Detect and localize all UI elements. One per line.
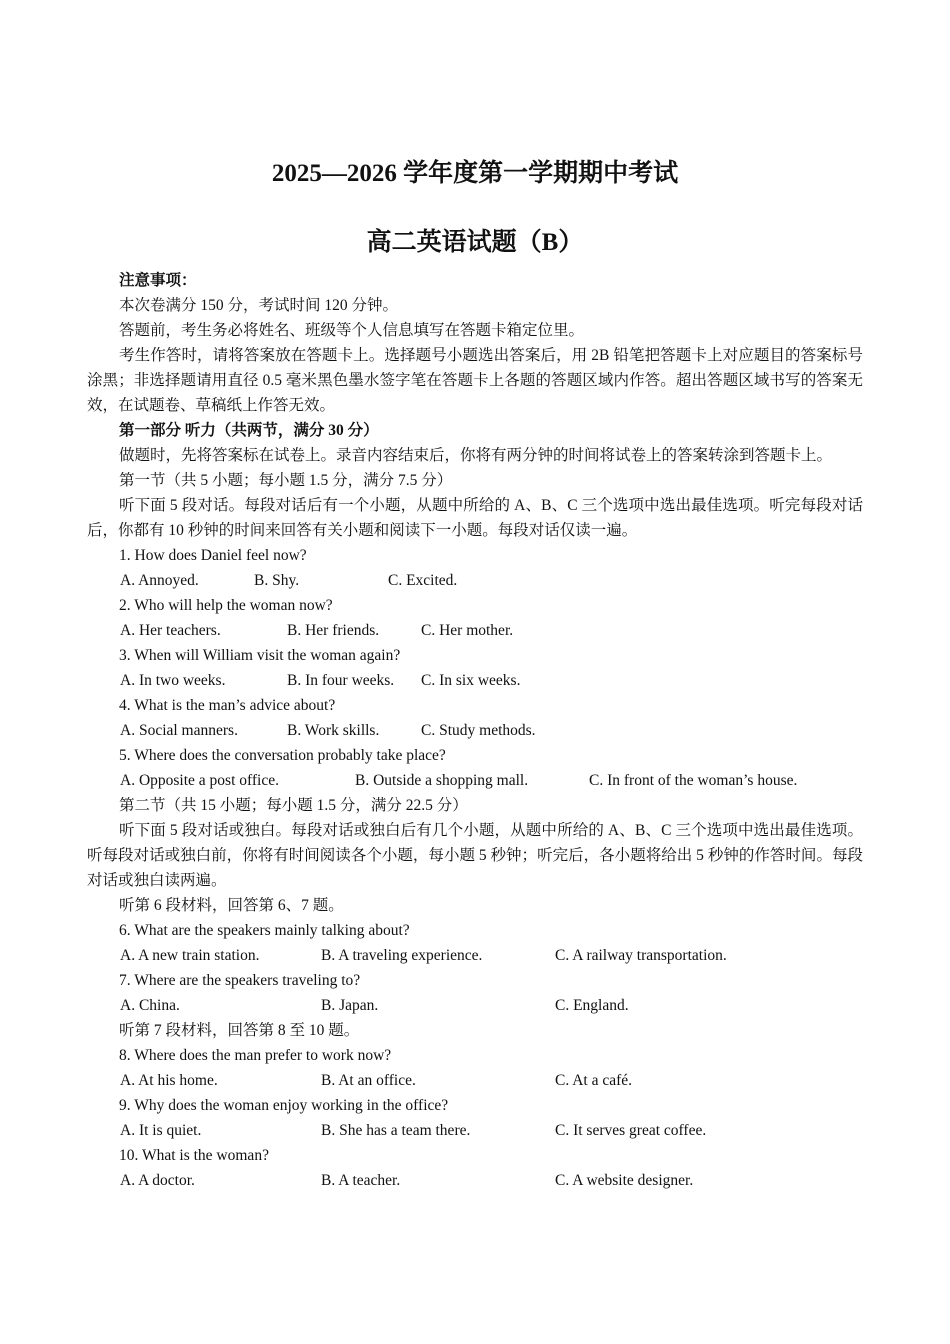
question-options xyxy=(87,993,863,1018)
option-a: A. Social manners. xyxy=(120,722,238,739)
question-stem: 7. Where are the speakers traveling to? xyxy=(119,972,361,989)
option-c: C. A website designer. xyxy=(555,1172,694,1189)
question-stem: 5. Where does the conversation probably take place? xyxy=(119,747,446,764)
option-c: C. Her mother. xyxy=(421,622,514,639)
option-a: A. Opposite a post office. xyxy=(120,772,279,789)
option-c: C. It serves great coffee. xyxy=(555,1122,707,1139)
option-b: B. Her friends. xyxy=(287,622,380,639)
section2-heading: 第二节（共 15 小题；每小题 1.5 分，满分 22.5 分） xyxy=(119,797,468,814)
question-options xyxy=(87,1118,863,1143)
question-stem: 9. Why does the woman enjoy working in the office? xyxy=(119,1097,449,1114)
option-a: A. A doctor. xyxy=(120,1172,195,1189)
question-options xyxy=(87,668,863,693)
question-options xyxy=(87,768,863,793)
question-options xyxy=(87,943,863,968)
option-b: B. A teacher. xyxy=(321,1172,401,1189)
option-a: A. It is quiet. xyxy=(120,1122,202,1139)
question-stem: 10. What is the woman? xyxy=(119,1147,269,1164)
option-b: B. At an office. xyxy=(321,1072,416,1089)
question-stem: 6. What are the speakers mainly talking about? xyxy=(119,922,410,939)
option-c: C. Study methods. xyxy=(421,722,536,739)
notice-item: 答题前，考生务必将姓名、班级等个人信息填写在答题卡箱定位里。 xyxy=(119,322,585,339)
option-b: B. Shy. xyxy=(254,572,300,589)
question-options xyxy=(87,718,863,743)
option-b: B. A traveling experience. xyxy=(321,947,483,964)
option-a: A. Her teachers. xyxy=(120,622,221,639)
part1-intro: 做题时，先将答案标在试卷上。录音内容结束后，你将有两分钟的时间将试卷上的答案转涂到答题卡上。 xyxy=(119,447,833,464)
notice-item: 本次卷满分 150 分，考试时间 120 分钟。 xyxy=(119,297,399,314)
option-a: A. In two weeks. xyxy=(120,672,226,689)
question-stem: 4. What is the man’s advice about? xyxy=(119,697,336,714)
question-stem: 2. Who will help the woman now? xyxy=(119,597,333,614)
option-b: B. Work skills. xyxy=(287,722,380,739)
material-instruction: 听第 7 段材料，回答第 8 至 10 题。 xyxy=(119,1022,360,1039)
exam-subtitle: 高二英语试题（B） xyxy=(366,229,584,256)
question-stem: 3. When will William visit the woman again? xyxy=(119,647,401,664)
option-b: B. Japan. xyxy=(321,997,379,1014)
option-b: B. She has a team there. xyxy=(321,1122,471,1139)
notice-heading: 注意事项： xyxy=(119,272,197,289)
option-c: C. England. xyxy=(555,997,629,1014)
question-options xyxy=(87,618,863,643)
option-c: C. In front of the woman’s house. xyxy=(589,772,798,789)
question-stem: 1. How does Daniel feel now? xyxy=(119,547,307,564)
option-a: A. At his home. xyxy=(120,1072,218,1089)
section2-intro: 听下面 5 段对话或独白。每段对话或独白后有几个小题，从题中所给的 A、B、C 三个选项中选出最佳选项。听每段对话或独白前，你将有时间阅读各个小题，每小题 5 秒钟；听完后，各小题将给出 5 秒钟的作答时间。每段对话或独白读两遍。 xyxy=(87,822,863,889)
question-options xyxy=(87,1068,863,1093)
option-c: C. At a café. xyxy=(555,1072,633,1089)
part1-heading: 第一部分 听力（共两节，满分 30 分） xyxy=(119,422,379,439)
option-c: C. A railway transportation. xyxy=(555,947,727,964)
option-a: A. China. xyxy=(120,997,180,1014)
option-c: C. Excited. xyxy=(388,572,458,589)
exam-body xyxy=(87,268,863,1193)
option-b: B. Outside a shopping mall. xyxy=(355,772,529,789)
option-a: A. Annoyed. xyxy=(120,572,199,589)
question-options xyxy=(87,568,863,593)
section1-intro: 听下面 5 段对话。每段对话后有一个小题，从题中所给的 A、B、C 三个选项中选出最佳选项。听完每段对话后，你都有 10 秒钟的时间来回答有关小题和阅读下一小题。每段对话仅读一遍。 xyxy=(87,497,863,539)
notice-item: 考生作答时，请将答案放在答题卡上。选择题号小题选出答案后，用 2B 铅笔把答题卡上对应题目的答案标号涂黑；非选择题请用直径 0.5 毫米黑色墨水签字笔在答题卡上各题的答题区域内作答。超出答题区域书写的答案无效，在试题卷、草稿纸上作答无效。 xyxy=(87,347,863,414)
material-instruction: 听第 6 段材料，回答第 6、7 题。 xyxy=(119,897,344,914)
exam-title: 2025—2026 学年度第一学期期中考试 xyxy=(271,160,679,187)
option-c: C. In six weeks. xyxy=(421,672,521,689)
section1-heading: 第一节（共 5 小题；每小题 1.5 分，满分 7.5 分） xyxy=(119,472,453,489)
option-a: A. A new train station. xyxy=(120,947,260,964)
question-options xyxy=(87,1168,863,1193)
option-b: B. In four weeks. xyxy=(287,672,395,689)
question-stem: 8. Where does the man prefer to work now? xyxy=(119,1047,392,1064)
